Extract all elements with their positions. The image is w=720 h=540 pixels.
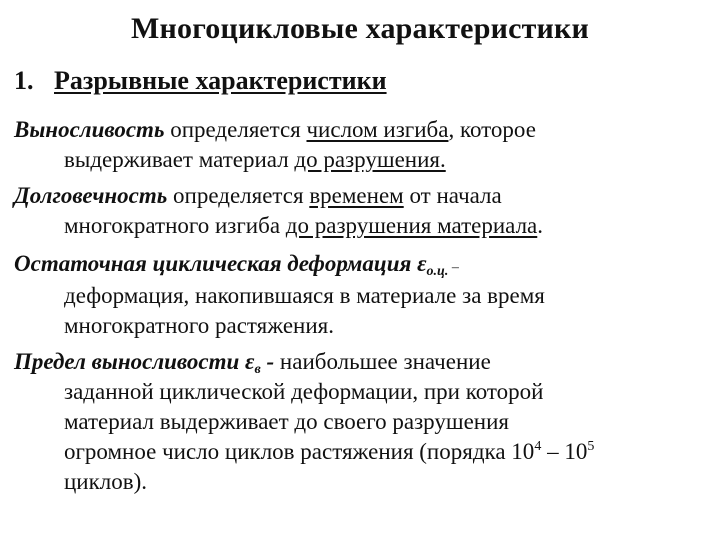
limit-dash: - <box>260 349 275 374</box>
durability-text-3: многократного изгиба <box>64 213 286 238</box>
endurance-term: Выносливость <box>14 117 165 142</box>
endurance-text-2: , которое <box>448 117 536 142</box>
durability-underlined-2: до разрушения материала <box>285 213 538 238</box>
durability-text-4: . <box>537 213 544 238</box>
durability-line-2 <box>64 212 543 240</box>
durability-underlined-1: временем <box>309 183 404 208</box>
durability-term: Долговечность <box>14 183 168 208</box>
durability-text-2: от начала <box>403 183 502 208</box>
residual-line-2: деформация, накопившаяся в материале за время <box>64 283 545 308</box>
limit-text-1: наибольшее значение <box>274 349 491 374</box>
section-number: 1. <box>14 66 34 95</box>
residual-symbol-subscript: о.ц. <box>426 264 449 279</box>
residual-line-3: многократного растяжения. <box>64 313 334 338</box>
residual-term: Остаточная циклическая деформация <box>14 251 412 276</box>
slide-title: Многоцикловые характеристики <box>131 12 589 45</box>
limit-line-2: заданной циклической деформации, при которой <box>64 379 544 404</box>
exponent-4: 4 <box>534 439 542 454</box>
endurance-line-2 <box>64 146 446 174</box>
endurance-line-1 <box>14 116 536 144</box>
section-heading <box>14 66 387 96</box>
limit-line-5: циклов). <box>64 469 148 494</box>
durability-line-1 <box>14 182 502 210</box>
residual-line-1 <box>14 250 459 286</box>
limit-text-2: огромное число циклов растяжения (порядка 10 <box>64 439 535 464</box>
endurance-underlined-1: числом изгиба <box>306 117 449 142</box>
endurance-text-3: выдерживает материал <box>64 147 295 172</box>
limit-term: Предел выносливости <box>14 349 240 374</box>
limit-symbol-subscript: в <box>254 362 261 377</box>
section-label: Разрывные характеристики <box>54 66 387 95</box>
epsilon-symbol: ε <box>417 251 427 276</box>
endurance-text-1: определяется <box>164 117 307 142</box>
limit-text-3: – 10 <box>541 439 588 464</box>
durability-text-1: определяется <box>167 183 310 208</box>
residual-dash: – <box>448 260 459 275</box>
limit-line-3: материал выдерживает до своего разрушения <box>64 409 509 434</box>
endurance-underlined-2: до разрушения. <box>294 147 446 172</box>
epsilon-symbol: ε <box>245 349 255 374</box>
limit-line-4 <box>64 438 594 466</box>
exponent-5: 5 <box>587 439 595 454</box>
